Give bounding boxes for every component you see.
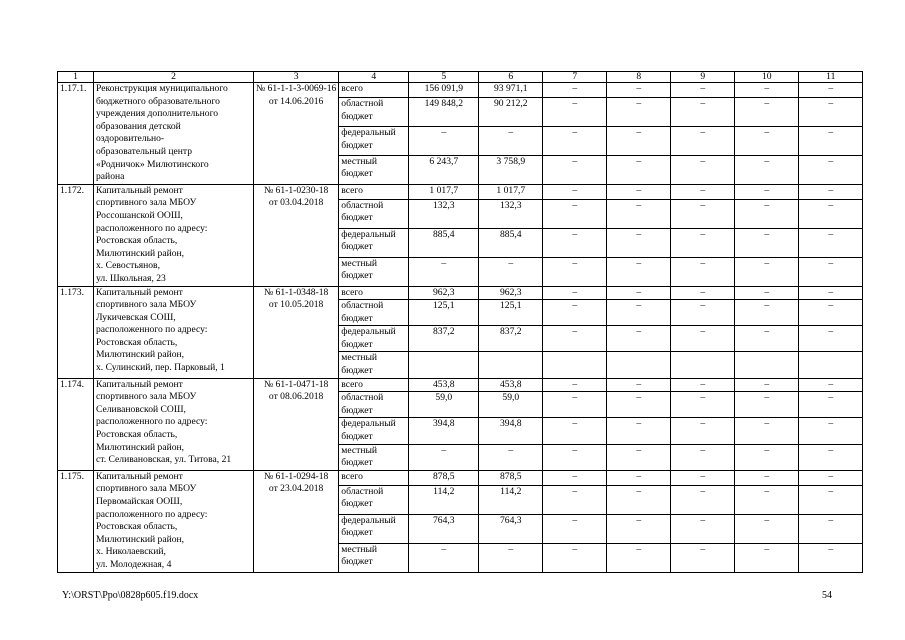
value-col11: –: [799, 514, 863, 543]
value-col6: 878,5: [479, 470, 543, 485]
value-col9: –: [671, 184, 735, 199]
value-col10: –: [735, 444, 799, 470]
value-col9: –: [671, 300, 735, 326]
expertise-line: от 23.04.2018: [268, 483, 324, 495]
expertise-line: № 61-1-0294-18: [263, 470, 329, 482]
value-col11: –: [799, 378, 863, 392]
value-col7: –: [543, 228, 607, 257]
object-name: [94, 286, 254, 378]
value-col9: –: [671, 228, 735, 257]
object-name: [94, 83, 254, 185]
value-col6: 394,8: [479, 418, 543, 444]
value-col6: 962,3: [479, 286, 543, 300]
value-col9: –: [671, 543, 735, 572]
value-col10: –: [735, 83, 799, 98]
funding-source-line: областной: [341, 300, 384, 312]
page-number: 54: [822, 590, 832, 601]
table-row: [58, 184, 863, 199]
footer-file-path: Y:\ORST\Ppo\0828p605.f19.docx: [62, 590, 199, 601]
value-col8: [607, 352, 671, 378]
expertise-number: [254, 470, 339, 572]
item-number: 1.17.1.: [58, 83, 94, 185]
object-name-line: спортивного зала МБОУ: [96, 483, 197, 495]
value-col5: [409, 352, 479, 378]
value-col5: –: [409, 257, 479, 286]
object-name-line: Ростовская область,: [96, 336, 178, 348]
value-col11: –: [799, 126, 863, 155]
value-col9: –: [671, 418, 735, 444]
object-name-line: ул. Школьная, 23: [96, 272, 166, 284]
col-header: 8: [607, 72, 671, 83]
value-col9: –: [671, 444, 735, 470]
object-name-line: спортивного зала МБОУ: [96, 391, 197, 403]
object-name-line: учреждения дополнительного: [96, 108, 219, 120]
value-col6: 764,3: [479, 514, 543, 543]
value-col9: –: [671, 470, 735, 485]
value-col7: –: [543, 155, 607, 184]
funding-source-line: всего: [341, 378, 363, 390]
value-col9: –: [671, 257, 735, 286]
value-col5: –: [409, 543, 479, 572]
value-col7: –: [543, 514, 607, 543]
value-col6: 59,0: [479, 392, 543, 418]
value-col8: –: [607, 444, 671, 470]
value-col11: –: [799, 199, 863, 228]
value-col10: –: [735, 514, 799, 543]
value-col6: 114,2: [479, 485, 543, 514]
expertise-line: № 61-1-0471-18: [263, 378, 329, 390]
funding-source-line: местный: [341, 444, 378, 456]
value-col10: –: [735, 126, 799, 155]
value-col10: –: [735, 418, 799, 444]
object-name-line: Капитальный ремонт: [96, 184, 183, 196]
funding-source: [339, 83, 409, 98]
item-number: 1.174.: [58, 378, 94, 470]
value-col5: –: [409, 126, 479, 155]
value-col11: –: [799, 257, 863, 286]
funding-source-line: бюджет: [341, 110, 373, 122]
value-col8: –: [607, 326, 671, 352]
funding-source-line: бюджет: [341, 404, 373, 416]
funding-source: [339, 228, 409, 257]
funding-source-line: бюджет: [341, 457, 373, 469]
table-row: [58, 470, 863, 485]
col-header: 2: [94, 72, 254, 83]
funding-source-line: бюджет: [341, 168, 373, 180]
value-col8: –: [607, 286, 671, 300]
value-col11: –: [799, 543, 863, 572]
col-header: 3: [254, 72, 339, 83]
funding-source-line: областной: [341, 485, 384, 497]
value-col11: –: [799, 98, 863, 127]
value-col9: –: [671, 98, 735, 127]
value-col8: –: [607, 543, 671, 572]
value-col7: –: [543, 300, 607, 326]
value-col11: –: [799, 228, 863, 257]
value-col5: 114,2: [409, 485, 479, 514]
value-col7: –: [543, 444, 607, 470]
funding-source-line: федеральный: [341, 326, 396, 338]
expertise-number: [254, 286, 339, 378]
value-col5: 453,8: [409, 378, 479, 392]
object-name-line: Селивановской СОШ,: [96, 403, 186, 415]
funding-source: [339, 199, 409, 228]
value-col9: –: [671, 392, 735, 418]
funding-source-line: бюджет: [341, 338, 373, 350]
value-col5: 125,1: [409, 300, 479, 326]
funding-source-line: бюджет: [341, 241, 373, 253]
funding-source-line: федеральный: [341, 514, 396, 526]
value-col6: 93 971,1: [479, 83, 543, 98]
value-col10: [735, 352, 799, 378]
funding-source: [339, 485, 409, 514]
value-col10: –: [735, 98, 799, 127]
value-col8: –: [607, 378, 671, 392]
funding-source: [339, 378, 409, 392]
value-col8: –: [607, 199, 671, 228]
value-col10: –: [735, 155, 799, 184]
value-col5: 132,3: [409, 199, 479, 228]
object-name-line: Ростовская область,: [96, 429, 178, 441]
expertise-number: [254, 378, 339, 470]
funding-source: [339, 392, 409, 418]
object-name: [94, 378, 254, 470]
value-col8: –: [607, 126, 671, 155]
value-col11: –: [799, 83, 863, 98]
expertise-line: от 14.06.2016: [268, 95, 324, 107]
col-header: 7: [543, 72, 607, 83]
funding-source: [339, 126, 409, 155]
funding-source: [339, 514, 409, 543]
object-name-line: расположенного по адресу:: [96, 324, 208, 336]
funding-source-line: областной: [341, 392, 384, 404]
value-col10: –: [735, 300, 799, 326]
table-row: [58, 286, 863, 300]
value-col11: –: [799, 300, 863, 326]
item-number: 1.172.: [58, 184, 94, 286]
value-col8: –: [607, 98, 671, 127]
value-col8: –: [607, 470, 671, 485]
funding-source: [339, 543, 409, 572]
value-col9: –: [671, 286, 735, 300]
expertise-line: № 61-1-0348-18: [263, 286, 329, 298]
value-col11: –: [799, 392, 863, 418]
funding-source: [339, 444, 409, 470]
funding-source-line: областной: [341, 199, 384, 211]
value-col7: –: [543, 286, 607, 300]
expertise-line: № 61-1-1-3-0069-16: [256, 83, 337, 94]
value-col11: –: [799, 155, 863, 184]
funding-source-line: бюджет: [341, 312, 373, 324]
object-name-line: х. Сулинский, пер. Парковый, 1: [96, 362, 225, 374]
object-name-line: оздоровительно-: [96, 133, 165, 145]
value-col9: –: [671, 378, 735, 392]
object-name-line: спортивного зала МБОУ: [96, 299, 197, 311]
value-col9: –: [671, 485, 735, 514]
funding-source: [339, 326, 409, 352]
funding-source: [339, 98, 409, 127]
value-col5: 156 091,9: [409, 83, 479, 98]
value-col11: –: [799, 470, 863, 485]
object-name-line: ст. Селивановская, ул. Титова, 21: [96, 454, 232, 466]
funding-source: [339, 418, 409, 444]
value-col5: 149 848,2: [409, 98, 479, 127]
value-col5: 6 243,7: [409, 155, 479, 184]
value-col11: –: [799, 418, 863, 444]
funding-source-line: федеральный: [341, 126, 396, 138]
item-number: 1.173.: [58, 286, 94, 378]
object-name-line: района: [96, 171, 125, 183]
value-col11: –: [799, 444, 863, 470]
value-col7: –: [543, 485, 607, 514]
value-col10: –: [735, 257, 799, 286]
col-header: 5: [409, 72, 479, 83]
col-header: 11: [799, 72, 863, 83]
value-col7: –: [543, 470, 607, 485]
object-name-line: х. Севостьянов,: [96, 260, 160, 272]
object-name-line: Милютинский район,: [96, 441, 185, 453]
object-name-line: Лукичевская СОШ,: [96, 311, 176, 323]
value-col7: –: [543, 326, 607, 352]
object-name-line: Ростовская область,: [96, 235, 178, 247]
value-col9: –: [671, 199, 735, 228]
funding-source-line: местный: [341, 352, 378, 364]
value-col6: –: [479, 444, 543, 470]
funding-source-line: бюджет: [341, 527, 373, 539]
value-col5: 764,3: [409, 514, 479, 543]
object-name-line: расположенного по адресу:: [96, 222, 208, 234]
expertise-number: [254, 184, 339, 286]
value-col9: –: [671, 83, 735, 98]
value-col8: –: [607, 257, 671, 286]
object-name-line: спортивного зала МБОУ: [96, 197, 197, 209]
funding-source-line: всего: [341, 470, 363, 482]
value-col11: –: [799, 326, 863, 352]
value-col5: 394,8: [409, 418, 479, 444]
value-col9: [671, 352, 735, 378]
value-col8: –: [607, 184, 671, 199]
value-col7: –: [543, 257, 607, 286]
item-number: 1.175.: [58, 470, 94, 572]
value-col11: [799, 352, 863, 378]
value-col6: 90 212,2: [479, 98, 543, 127]
object-name-line: бюджетного образовательного: [96, 95, 220, 107]
funding-source-line: федеральный: [341, 418, 396, 430]
funding-source-line: бюджет: [341, 498, 373, 510]
value-col5: 885,4: [409, 228, 479, 257]
col-header: 4: [339, 72, 409, 83]
funding-source-line: бюджет: [341, 139, 373, 151]
value-col6: 1 017,7: [479, 184, 543, 199]
funding-source-line: бюджет: [341, 556, 373, 568]
value-col8: –: [607, 83, 671, 98]
value-col10: –: [735, 184, 799, 199]
col-header: 9: [671, 72, 735, 83]
value-col8: –: [607, 228, 671, 257]
value-col6: –: [479, 257, 543, 286]
header-row: [58, 72, 863, 83]
object-name-line: Ростовская область,: [96, 521, 178, 533]
funding-source-line: областной: [341, 98, 384, 109]
value-col11: –: [799, 286, 863, 300]
funding-source-line: всего: [341, 184, 363, 196]
value-col8: –: [607, 485, 671, 514]
value-col7: –: [543, 378, 607, 392]
value-col7: –: [543, 392, 607, 418]
value-col6: 125,1: [479, 300, 543, 326]
table-row: [58, 378, 863, 392]
value-col7: –: [543, 83, 607, 98]
value-col6: 453,8: [479, 378, 543, 392]
value-col9: –: [671, 126, 735, 155]
col-header: 10: [735, 72, 799, 83]
object-name-line: Капитальный ремонт: [96, 470, 183, 482]
value-col6: –: [479, 543, 543, 572]
funding-source-line: местный: [341, 257, 378, 269]
expertise-line: от 08.06.2018: [268, 391, 324, 403]
object-name-line: Милютинский район,: [96, 247, 185, 259]
object-name-line: Милютинский район,: [96, 349, 185, 361]
object-name-line: расположенного по адресу:: [96, 416, 208, 428]
object-name-line: Капитальный ремонт: [96, 286, 183, 298]
value-col9: –: [671, 326, 735, 352]
value-col9: –: [671, 514, 735, 543]
funding-source-line: всего: [341, 83, 363, 94]
value-col10: –: [735, 470, 799, 485]
value-col7: –: [543, 543, 607, 572]
value-col6: 132,3: [479, 199, 543, 228]
value-col6: –: [479, 126, 543, 155]
budget-table: [57, 71, 863, 573]
value-col10: –: [735, 228, 799, 257]
funding-source-line: бюджет: [341, 270, 373, 282]
value-col6: [479, 352, 543, 378]
funding-source: [339, 300, 409, 326]
funding-source: [339, 470, 409, 485]
value-col11: –: [799, 184, 863, 199]
expertise-line: от 10.05.2018: [268, 299, 324, 311]
value-col5: 59,0: [409, 392, 479, 418]
object-name-line: Россошанской ООШ,: [96, 209, 183, 221]
value-col10: –: [735, 392, 799, 418]
value-col10: –: [735, 378, 799, 392]
funding-source-line: всего: [341, 286, 363, 298]
value-col5: 837,2: [409, 326, 479, 352]
object-name: [94, 470, 254, 572]
object-name-line: образования детской: [96, 120, 181, 132]
value-col10: –: [735, 543, 799, 572]
value-col6: 837,2: [479, 326, 543, 352]
funding-source-line: местный: [341, 543, 378, 555]
value-col11: –: [799, 485, 863, 514]
table-row: [58, 83, 863, 98]
table-body: [58, 72, 863, 573]
col-header: 6: [479, 72, 543, 83]
object-name-line: Капитальный ремонт: [96, 378, 183, 390]
value-col6: 885,4: [479, 228, 543, 257]
funding-source: [339, 184, 409, 199]
value-col7: –: [543, 199, 607, 228]
funding-source-line: местный: [341, 155, 378, 167]
funding-source: [339, 286, 409, 300]
object-name-line: «Родничок» Милютинского: [96, 158, 209, 170]
value-col8: –: [607, 418, 671, 444]
object-name-line: расположенного по адресу:: [96, 508, 208, 520]
funding-source-line: бюджет: [341, 431, 373, 443]
object-name-line: ул. Молодежная, 4: [96, 558, 172, 570]
object-name-line: Милютинский район,: [96, 533, 185, 545]
funding-source: [339, 155, 409, 184]
value-col6: 3 758,9: [479, 155, 543, 184]
value-col5: –: [409, 444, 479, 470]
expertise-number: [254, 83, 339, 185]
value-col9: –: [671, 155, 735, 184]
expertise-line: № 61-1-0230-18: [263, 184, 329, 196]
funding-source: [339, 257, 409, 286]
object-name-line: х. Николаевский,: [96, 546, 166, 558]
col-header: 1: [58, 72, 94, 83]
object-name-line: Реконструкция муниципального: [96, 83, 228, 94]
value-col7: –: [543, 418, 607, 444]
funding-source: [339, 352, 409, 378]
funding-source-line: бюджет: [341, 212, 373, 224]
value-col7: [543, 352, 607, 378]
object-name: [94, 184, 254, 286]
value-col8: –: [607, 300, 671, 326]
value-col8: –: [607, 155, 671, 184]
object-name-line: образовательный центр: [96, 145, 193, 157]
expertise-line: от 03.04.2018: [268, 197, 324, 209]
value-col10: –: [735, 199, 799, 228]
value-col5: 962,3: [409, 286, 479, 300]
value-col7: –: [543, 98, 607, 127]
value-col8: –: [607, 514, 671, 543]
funding-source-line: бюджет: [341, 365, 373, 377]
value-col5: 1 017,7: [409, 184, 479, 199]
value-col10: –: [735, 485, 799, 514]
funding-source-line: федеральный: [341, 228, 396, 240]
value-col5: 878,5: [409, 470, 479, 485]
object-name-line: Первомайская ООШ,: [96, 496, 183, 507]
value-col10: –: [735, 326, 799, 352]
value-col7: –: [543, 184, 607, 199]
value-col8: –: [607, 392, 671, 418]
value-col10: –: [735, 286, 799, 300]
value-col7: –: [543, 126, 607, 155]
